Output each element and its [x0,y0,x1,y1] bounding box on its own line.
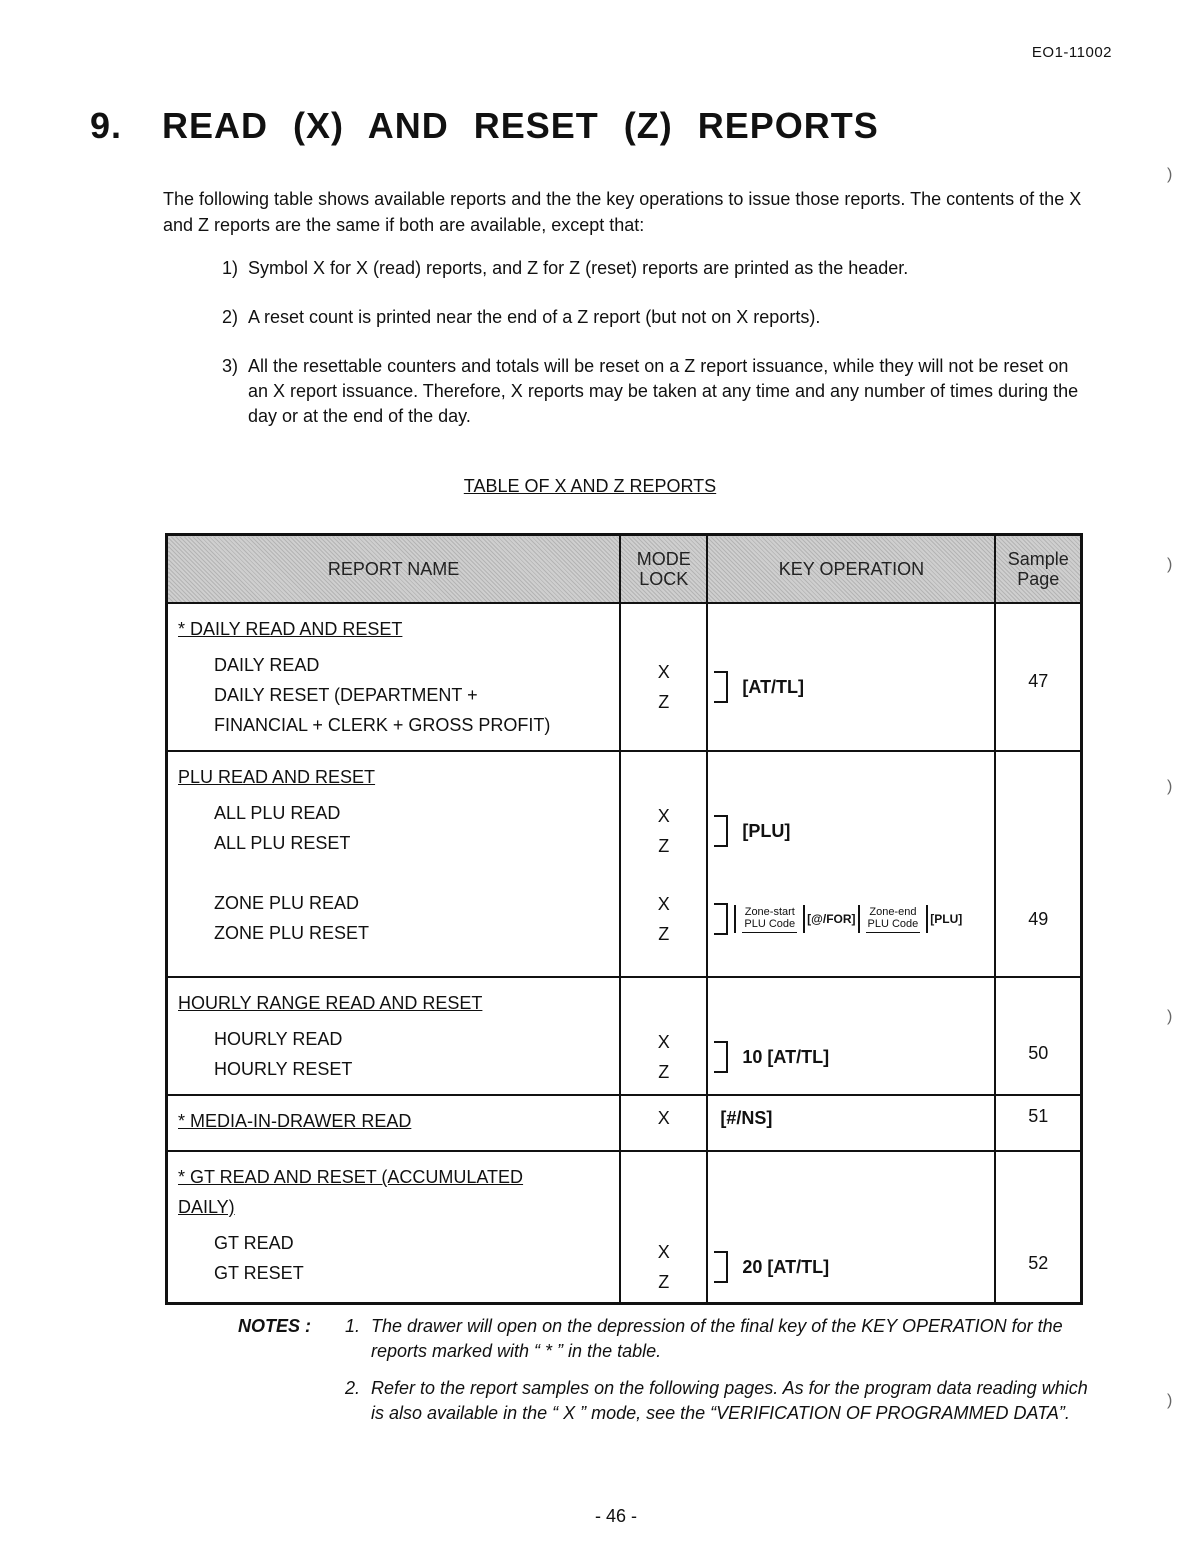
separator-bar [926,905,928,933]
zone-end-code: Zone-end PLU Code [866,906,921,933]
margin-mark: ) [1167,1392,1173,1409]
document-id: EO1-11002 [1031,44,1112,61]
key-operation-cell [707,603,995,751]
mode-lock-cell: X Z [620,603,707,751]
report-group-title: * DAILY READ AND RESET [178,619,403,639]
title-word: AND [367,105,449,146]
report-group-title: * GT READ AND RESET (ACCUMULATED [178,1167,524,1187]
sample-page-cell: 47 [995,603,1081,751]
key-operation-cell [707,1151,995,1304]
list-item: 1) Symbol X for X (read) reports, and Z for Z (reset) reports are printed as the header. [222,258,909,278]
sample-page-cell: 52 [995,1151,1081,1304]
report-item: GT READ [214,1233,294,1253]
table-title: TABLE OF X AND Z REPORTS [463,476,717,496]
report-name-cell [167,1151,621,1304]
zone-start-code: Zone-start PLU Code [742,906,797,933]
conditions-list [222,256,1087,453]
section-number: 9. [90,105,123,146]
report-item: HOURLY RESET [214,1059,353,1079]
intro-paragraph: The following table shows available reports and the the key operations to issue those reports. The contents of the X and Z reports are the same if both are available, except that: [163,189,1082,235]
report-item: DAILY RESET (DEPARTMENT + [214,685,478,705]
mode-lock-cell: X Z [620,1151,707,1304]
separator-bar [803,905,805,933]
report-item: HOURLY READ [214,1029,343,1049]
report-group-title: PLU READ AND RESET [178,767,376,787]
key-operation-cell [707,751,995,977]
table-row [167,1095,1082,1151]
report-group-title: DAILY) [178,1197,235,1217]
mode-lock-cell: X Z [620,977,707,1095]
margin-mark: ) [1167,778,1173,795]
key-bracket-icon [714,815,728,847]
key-bracket-icon [714,1251,728,1283]
mode-lock-cell: X [620,1095,707,1151]
key-operation-cell [707,1095,995,1151]
key-plu: [PLU] [930,912,963,926]
list-item: 2) A reset count is printed near the end of a Z report (but not on X reports). [222,307,821,327]
key-sequence: 20 [AT/TL] [742,1256,830,1277]
reports-table [165,533,1083,1305]
notes-label: NOTES : [238,1316,312,1336]
title-word: REPORTS [697,105,879,146]
report-item: ZONE PLU READ [214,893,360,913]
report-group-title: HOURLY RANGE READ AND RESET [178,993,483,1013]
key-bracket-icon [714,903,728,935]
report-name-cell [167,751,621,977]
sample-page-cell: 49 [995,751,1081,977]
header-key-operation: KEY OPERATION [707,535,995,604]
table-row [167,1151,1082,1304]
report-name-cell [167,1095,621,1151]
note-item: 2. Refer to the report samples on the following pages. As for the program data reading which is also available in the “ X ” mode, see the “VERIFICATION OF PROGRAMMED DATA”. [345,1378,1088,1423]
key-sequence: 10 [AT/TL] [742,1046,830,1067]
header-sample-page: Sample Page [995,535,1081,604]
title-word: (X) [293,105,345,146]
key-operation-cell [707,977,995,1095]
margin-mark: ) [1167,166,1173,183]
notes-section [238,1314,1098,1438]
mode-lock-cell: X Z X Z [620,751,707,977]
page-number: - 46 - [594,1506,637,1526]
page-title [90,105,893,147]
report-item: ZONE PLU RESET [214,923,370,943]
key-for: [@/FOR] [807,912,856,926]
report-name-cell [167,977,621,1095]
title-word: RESET [473,105,599,146]
report-group-title: * MEDIA-IN-DRAWER READ [178,1111,412,1131]
table-row [167,751,1082,977]
title-word: (Z) [623,105,673,146]
separator-bar [858,905,860,933]
key-sequence: [AT/TL] [742,676,805,697]
header-mode-lock: MODE LOCK [620,535,707,604]
key-sequence: [#/NS] [720,1108,773,1128]
margin-mark: ) [1167,556,1173,573]
report-item: ALL PLU RESET [214,833,351,853]
table-header-row [167,535,1082,604]
note-item: 1. The drawer will open on the depression of the final key of the KEY OPERATION for the reports marked with “ * ” in the table. [345,1316,1063,1361]
key-sequence: [PLU] [742,820,791,841]
list-item: 3) All the resettable counters and totals will be reset on a Z report issuance, while they will not be reset on an X report issuance. Therefore, X reports may be taken at any time and any number of times during the day or at the end of the day. [222,356,1079,426]
header-report-name: REPORT NAME [167,535,621,604]
report-name-cell [167,603,621,751]
report-item: FINANCIAL + CLERK + GROSS PROFIT) [214,715,551,735]
table-row [167,603,1082,751]
report-item: GT RESET [214,1263,304,1283]
title-word: READ [162,105,269,146]
separator-bar [734,905,736,933]
report-item: DAILY READ [214,655,320,675]
table-row [167,977,1082,1095]
key-bracket-icon [714,671,728,703]
sample-page-cell: 50 [995,977,1081,1095]
margin-mark: ) [1167,1008,1173,1025]
sample-page-cell: 51 [995,1095,1081,1151]
key-bracket-icon [714,1041,728,1073]
report-item: ALL PLU READ [214,803,341,823]
